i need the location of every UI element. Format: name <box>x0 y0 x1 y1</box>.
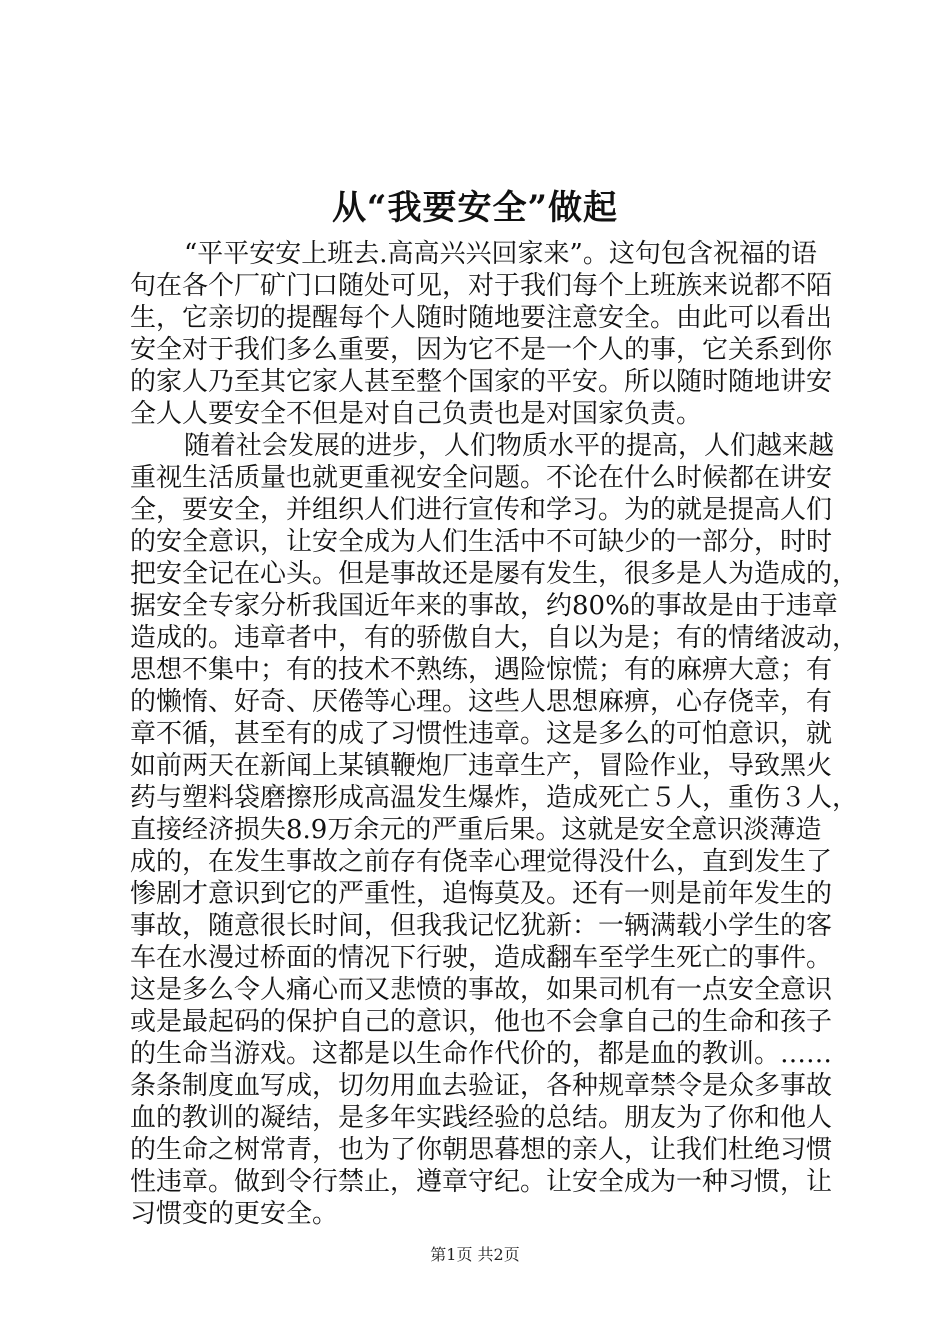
text-line: 条条制度血写成，切勿用血去验证，各种规章禁令是众多事故 <box>130 1071 833 1101</box>
text-line: 全，要安全，并组织人们进行宣传和学习。为的就是提高人们 <box>130 495 833 525</box>
document-body <box>130 238 859 1230</box>
text-line: 生，它亲切的提醒每个人随时随地要注意安全。由此可以看出 <box>130 303 833 333</box>
page-number: 第1页 共2页 <box>430 1245 520 1264</box>
text-line: 据安全专家分析我国近年来的事故，约80%的事故是由于违章 <box>130 591 838 621</box>
text-line: 思想不集中；有的技术不熟练，遇险惊慌；有的麻痹大意；有 <box>130 655 833 685</box>
text-line: “平平安安上班去.高高兴兴回家来”。这句包含祝福的语 <box>184 239 817 269</box>
text-line: 性违章。做到令行禁止，遵章守纪。让安全成为一种习惯，让 <box>130 1167 833 1197</box>
text-line: 的懒惰、好奇、厌倦等心理。这些人思想麻痹，心存侥幸，有 <box>130 687 833 717</box>
text-line: 直接经济损失8.9万余元的严重后果。这就是安全意识淡薄造 <box>130 815 822 845</box>
text-line: 习惯变的更安全。 <box>130 1199 339 1229</box>
text-line: 安全对于我们多么重要，因为它不是一个人的事，它关系到你 <box>130 335 833 365</box>
document-title: 从“我要安全”做起 <box>331 188 619 228</box>
text-line: 重视生活质量也就更重视安全问题。不论在什么时候都在讲安 <box>130 463 833 493</box>
text-line: 的生命之树常青，也为了你朝思暮想的亲人，让我们杜绝习惯 <box>130 1135 833 1165</box>
text-line: 的家人乃至其它家人甚至整个国家的平安。所以随时随地讲安 <box>130 367 833 397</box>
text-line: 的生命当游戏。这都是以生命作代价的，都是血的教训。…… <box>130 1039 833 1069</box>
text-line: 随着社会发展的进步，人们物质水平的提高，人们越来越 <box>184 431 835 461</box>
text-line: 惨剧才意识到它的严重性，追悔莫及。还有一则是前年发生的 <box>130 879 833 909</box>
text-line: 句在各个厂矿门口随处可见，对于我们每个上班族来说都不陌 <box>130 271 833 301</box>
text-line: 把安全记在心头。但是事故还是屡有发生，很多是人为造成的， <box>130 559 859 589</box>
text-line: 或是最起码的保护自己的意识，他也不会拿自己的生命和孩子 <box>130 1007 833 1037</box>
text-line: 造成的。违章者中，有的骄傲自大，自以为是；有的情绪波动， <box>130 623 859 653</box>
text-line: 的安全意识，让安全成为人们生活中不可缺少的一部分，时时 <box>130 527 833 557</box>
text-line: 这是多么令人痛心而又悲愤的事故，如果司机有一点安全意识 <box>130 975 833 1005</box>
text-line: 全人人要安全不但是对自己负责也是对国家负责。 <box>130 399 703 429</box>
text-line: 章不循，甚至有的成了习惯性违章。这是多么的可怕意识，就 <box>130 719 833 749</box>
text-line: 药与塑料袋磨擦形成高温发生爆炸，造成死亡５人，重伤３人， <box>130 783 859 813</box>
text-line: 事故，随意很长时间，但我我记忆犹新：一辆满载小学生的客 <box>130 911 833 941</box>
text-line: 成的，在发生事故之前存有侥幸心理觉得没什么，直到发生了 <box>130 847 833 877</box>
text-line: 如前两天在新闻上某镇鞭炮厂违章生产，冒险作业，导致黑火 <box>130 751 833 781</box>
text-line: 血的教训的凝结，是多年实践经验的总结。朋友为了你和他人 <box>130 1103 833 1133</box>
text-line: 车在水漫过桥面的情况下行驶，造成翻车至学生死亡的事件。 <box>130 943 833 973</box>
